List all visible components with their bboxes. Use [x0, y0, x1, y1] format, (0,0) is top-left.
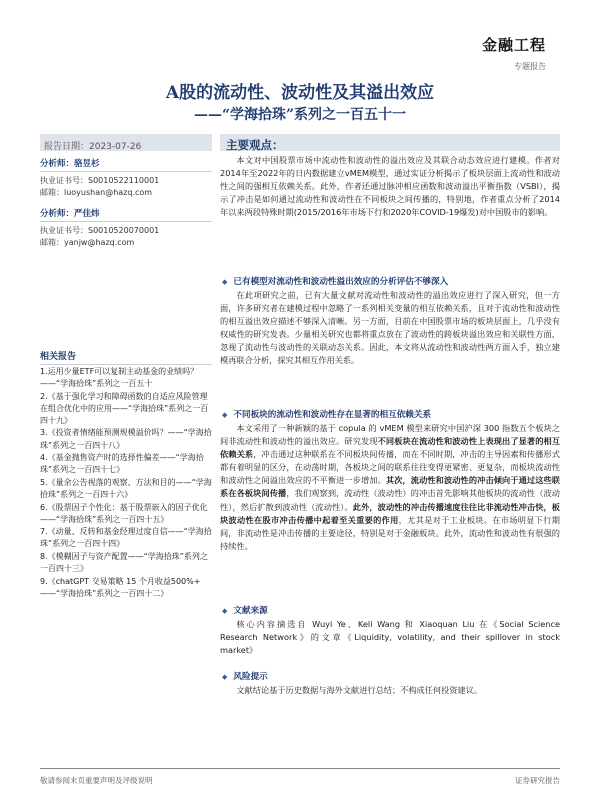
- section-text: 文献结论基于历史数据与海外文献进行总结；不构成任何投资建议。: [236, 685, 483, 695]
- related-report-item[interactable]: 3.《投资者情绪能预测规模溢价吗？——“学海拾珠”系列之一百四十八》: [40, 428, 212, 450]
- section-heading: ◆ 文献来源: [222, 604, 268, 616]
- related-report-item[interactable]: 2.《基于强化学习和障碍函数的自适应风险管理在组合优化中的应用——“学海拾珠”系列之一百四十九》: [40, 391, 209, 425]
- analyst-card: [40, 158, 212, 199]
- related-report-item[interactable]: 7.《动量、反转和基金经理过度自信——“学海拾珠”系列之一百四十四》: [40, 527, 212, 549]
- related-report-item[interactable]: 5.《量余公告视落的观察、方法和目的——“学海拾珠”系列之一百四十六》: [40, 477, 212, 499]
- text-run: 本文采用了一种新颖的基于 copula 的 vMEM 模型来研究中国沪深 300 指数五个板块之间非流动性和波动性的溢出效应。研究发现: [220, 423, 560, 447]
- section-body: [220, 289, 560, 368]
- header-brand-block: [482, 34, 546, 72]
- analyst-name: 分析师：骆昱杉: [40, 158, 212, 172]
- section-body: [220, 422, 560, 553]
- main-view-bar: [220, 134, 560, 151]
- section-heading: ◆ 不同板块的流动性和波动性存在显著的相互依赖关系: [222, 408, 431, 420]
- intro-paragraph: [220, 154, 560, 219]
- text-run: ，冲击通过这种联系在不同板块间传播，而在不同时期，冲击的主导因素和传播形式都有着明显的区分，在动荡时期，各板块之间的联系往往变得更紧密、更复杂，而板块流动性和波动性之间溢出效应的不平衡进一步增加。: [220, 449, 560, 486]
- date-bar: [40, 134, 212, 151]
- footer-disclaimer[interactable]: 敬请参阅末页重要声明及评级说明: [40, 776, 153, 785]
- intro-text: 本文对中国股票市场中流动性和波动性的溢出效应及其联合动态效应进行建模。作者对2014年至2022年的日内数据建立vMEM模型，通过实证分析揭示了板块层面上流动性和波动性之间的强相互依赖关系。此外，作者还通过脉冲相应函数和波动溢出平衡指数（VSBI），揭示了冲击是如何通过流动性和波动性在不同板块之间传播的，特别地，作者重点分析了2014年以来两段特殊时期(2015/2016年市场下行和2020年COVID-19爆发)对中国股市的影响。: [220, 155, 560, 218]
- related-report-item[interactable]: 9.《chatGPT 交易策略 15 个月收益500%+——“学海拾珠”系列之一百四十二》: [40, 576, 201, 598]
- text-run: ，尤其是对于工业板块。在市场明显下行期间，非流动性是冲击传播的主要途径，特别是对于金融板块。此外，流动性和波动性有很强的持续性。: [220, 514, 560, 551]
- related-report-item[interactable]: 8.《模糊因子与资产配置——“学海拾珠”系列之一百四十三》: [40, 551, 208, 573]
- main-view-heading: 主要观点：: [226, 138, 284, 152]
- report-subtitle: ——“学海拾珠”系列之一百五十一: [193, 107, 407, 123]
- section-body: [220, 684, 560, 697]
- analyst-email[interactable]: 邮箱：yanjw@hazq.com: [40, 238, 135, 247]
- related-report-item[interactable]: 6.《股票因子个性化：基于股票嵌入的因子优化——“学海拾珠”系列之一百四十五》: [40, 502, 208, 524]
- report-date: 报告日期：2023-07-26: [44, 142, 142, 152]
- brand-title: 金融工程: [481, 36, 546, 54]
- bold-finding: 不同板块在流动性和波动性上表现出了显著的相互依赖关系: [220, 436, 560, 460]
- footer-label: 证券研究报告: [515, 776, 560, 785]
- report-type: 专题报告: [514, 62, 546, 71]
- page-footer: [40, 768, 560, 785]
- section-text: 在此项研究之前，已有大量文献对流动性和波动性的溢出效应进行了深入研究，但一方面，许多研究者在建模过程中忽略了一系列相关变量的相互依赖关系，且对于流动性和波动性的相互溢出效应描述不够深入清晰。另一方面，目前在中国股票市场的板块层面上，几乎没有权威性的研究发表。少量相关研究也都将重点放在了波动性的跨板块溢出效应和关联性方面，忽视了流动性与波动性的关联动态关系。因此，本文将从流动性和波动性两方面入手，独立建模再联合分析，探究其相互作用关系。: [220, 290, 560, 366]
- analyst-email[interactable]: 邮箱：luoyushan@hazq.com: [40, 188, 153, 197]
- bold-finding: 其次，流动性和波动性的冲击倾向于通过这些联系在各板块间传播: [220, 475, 560, 499]
- bold-finding: 此外，波动性的冲击传播速度往往比非流动性冲击快，板块波动性在股市冲击传播中起着至关重要的作用: [220, 501, 560, 525]
- analyst-cert: 执业证书号：S0010520070001: [40, 226, 160, 235]
- section-heading: ◆ 风险提示: [222, 670, 268, 682]
- section-text: [220, 422, 560, 553]
- report-title: A股的流动性、波动性及其溢出效应: [165, 83, 435, 103]
- related-report-item[interactable]: 4.《基金抛售资产时的选择性偏差——“学海拾珠”系列之一百四十七》: [40, 453, 204, 475]
- analyst-cert: 执业证书号：S0010522110001: [40, 176, 160, 185]
- analyst-name: 分析师：严佳炜: [40, 208, 212, 222]
- related-reports-list: [40, 366, 212, 600]
- related-report-item[interactable]: 1.运用少量ETF可以复制主动基金的业绩吗？——“学海拾珠”系列之一百五十: [40, 367, 199, 389]
- related-reports-heading: 相关报告: [40, 349, 212, 365]
- text-run: ，我们观察到，流动性（波动性）的冲击首先影响其他板块的流动性（波动性），然后扩散到波动性（流动性）。: [220, 488, 560, 512]
- section-body: [220, 618, 560, 657]
- analyst-card: [40, 208, 212, 249]
- section-text: 核心内容摘选自 Wuyi Ye、Keli Wang 和 Xiaoquan Liu 在《Social Science Research Network》的文章《Liquidity, volatility, and their spillover in stock market》: [220, 619, 560, 656]
- section-heading: ◆ 已有模型对流动性和波动性溢出效应的分析评估不够深入: [222, 275, 448, 287]
